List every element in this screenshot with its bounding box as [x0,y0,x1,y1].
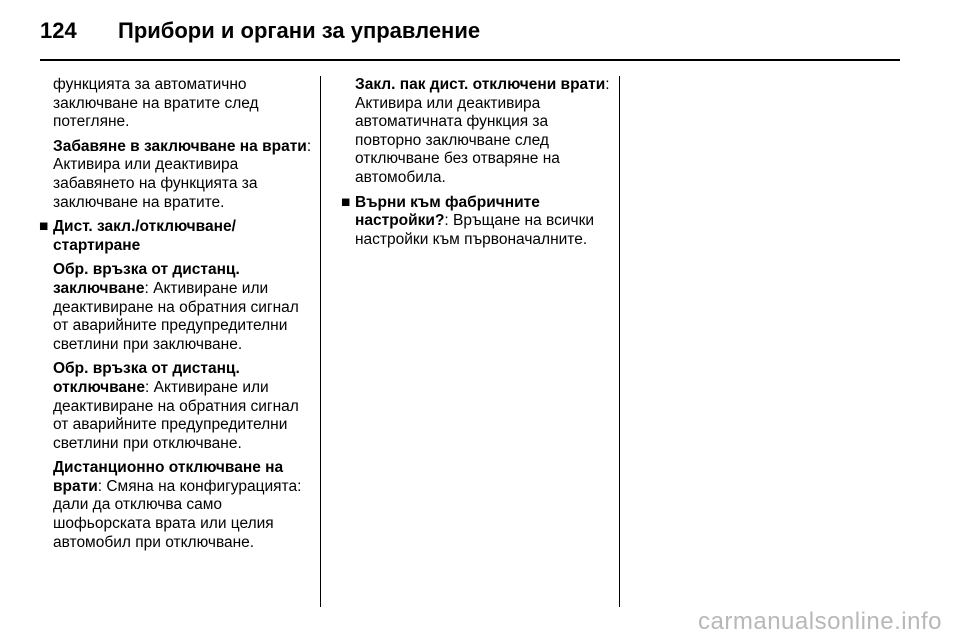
term: Забавяне в заключване на врати [53,137,307,155]
term: Обр. връзка от дистанц. заключване [53,261,240,297]
text-column-1 [39,76,315,558]
paragraph: Закл. пак дист. отключени врати: Активира или деактивира автоматичната функция за повторно заключване след отключване без отваряне на автомобила. [355,76,610,186]
bullet-square-icon: ■ [341,193,351,211]
paragraph: Обр. връзка от дистанц. отключване: Активиране или деактивиране на обратния сигнал от аварийните предупредителни светлини при отключване. [53,360,299,452]
page-title: Прибори и органи за управление [118,18,481,43]
page-number: 124 [40,18,77,43]
header-rule [40,59,900,61]
term: Закл. пак дист. отключени врати [355,76,606,93]
bullet-square-icon: ■ [39,218,49,236]
paragraph: Забавяне в заключване на врати: Активира или деактивира забавянето на функцията за заключване на вратите. [53,137,312,211]
term: Върни към фабричните настройки? [355,193,540,230]
paragraph: функцията за автоматично заключване на вратите след потегляне. [53,76,259,131]
paragraph: Обр. връзка от дистанц. заключване: Активиране или деактивиране на обратния сигнал от аварийните предупредителни светлини при заключване. [53,261,299,353]
term: Дистанционно отключване на врати [53,459,284,495]
bullet-item: ■ Върни към фабричните настройки?: Връщане на всички настройки към първоначалните. [341,193,595,248]
page-header [40,18,920,58]
column-divider-1 [320,76,321,607]
text-column-2 [341,76,617,255]
term: Обр. връзка от дистанц. отключване [53,360,240,396]
bullet-heading: Дист. закл./отключване/ стартиране [53,218,236,254]
column-divider-2 [619,76,620,607]
paragraph: Дистанционно отключване на врати: Смяна на конфигурацията: дали да отключва само шофьорската врата или целия автомобил при отключване. [53,459,302,551]
watermark: carmanualsonline.info [698,608,942,635]
bullet-item [39,218,315,255]
